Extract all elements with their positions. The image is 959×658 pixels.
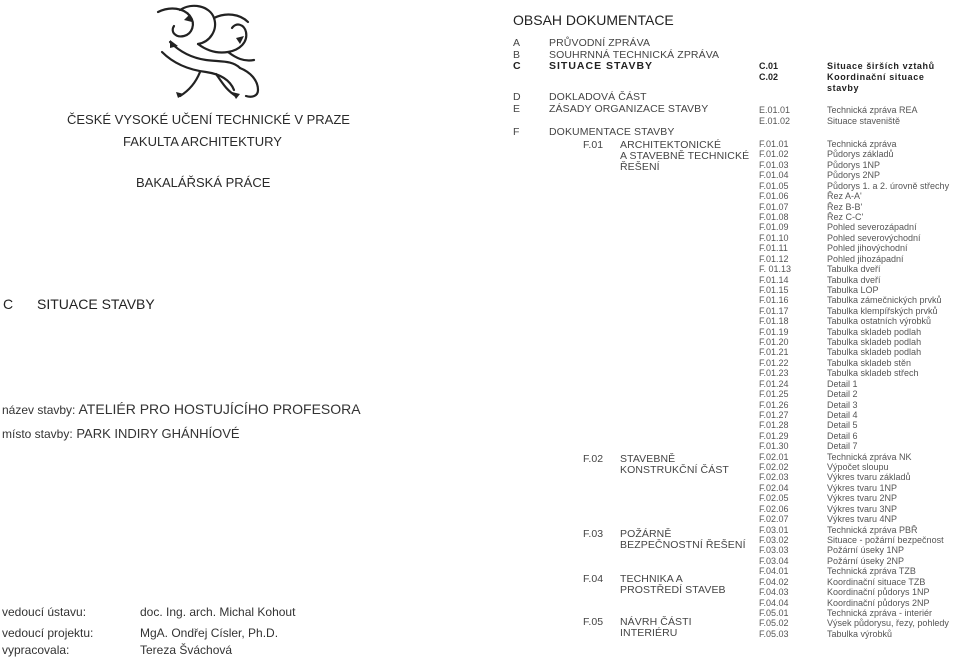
group-f04-line1: TECHNIKA A [620, 573, 683, 585]
f-entry-code: F.01.16 [759, 295, 789, 306]
group-code-f03: F.03 [583, 528, 604, 540]
f-entry-code: F.02.01 [759, 451, 789, 462]
group-f03-line2: BEZPEČNOSTNÍ ŘEŠENÍ [620, 539, 746, 551]
f-entry-name: Tabulka dveří [827, 274, 881, 285]
f-entry-code: F.05.02 [759, 618, 789, 629]
people-label-2: vedoucí projektu: [2, 626, 94, 640]
f-entry-name: Půdorys 1NP [827, 159, 881, 170]
faculty-name: FAKULTA ARCHITEKTURY [123, 134, 282, 149]
f-entry-name: Tabulka skladeb stěn [827, 357, 912, 368]
people-value-2: MgA. Ondřej Císler, Ph.D. [140, 626, 279, 640]
f-entry-name: Výkres tvaru 1NP [827, 482, 898, 493]
f-entry-name: Řez C-C' [827, 211, 864, 222]
e-entry-code-2: E.01.02 [759, 116, 791, 126]
group-code-f02: F.02 [583, 453, 604, 465]
f-entry-code: F.01.22 [759, 357, 789, 368]
toc-section-e: ZÁSADY ORGANIZACE STAVBY [549, 103, 709, 115]
f-entry-code: F.02.06 [759, 503, 789, 514]
f-entry-code: F.01.08 [759, 211, 789, 222]
section-letter: C [3, 296, 14, 312]
f-entry-code: F.02.07 [759, 514, 789, 525]
group-code-f04: F.04 [583, 573, 604, 585]
f-entry-code: F.01.10 [759, 232, 789, 243]
f-entry-code: F.01.18 [759, 316, 789, 327]
f-entry-code: F.01.26 [759, 399, 789, 410]
toc-letter-f: F [513, 126, 520, 138]
f-entry-code: F.01.17 [759, 305, 789, 316]
f-entry-code: F.01.04 [759, 170, 789, 181]
group-f01-line3: ŘEŠENÍ [620, 161, 660, 173]
f-entry-name: Detail 5 [827, 420, 858, 431]
f-entry-name: Výkres tvaru 4NP [827, 514, 898, 525]
f-entry-name: Pohled jihovýchodní [827, 243, 908, 254]
f-entry-code: F.01.25 [759, 389, 789, 400]
f-entry-code: F.03.01 [759, 524, 789, 535]
f-entry-code: F.01.28 [759, 420, 789, 431]
f-entry-name: Tabulka dveří [827, 264, 881, 274]
f-entry-code: F.01.15 [759, 284, 789, 295]
f-entry-code: F.01.24 [759, 378, 789, 389]
f-entry-code: F.01.05 [759, 180, 789, 191]
e-entry-name-2: Situace staveniště [827, 116, 901, 126]
f-entry-name: Technická zpráva - interiér [827, 607, 933, 618]
toc-letter-e: E [513, 103, 521, 115]
f-entry-code: F.05.03 [759, 628, 789, 639]
toc-title: OBSAH DOKUMENTACE [513, 12, 674, 28]
f-entry-code: F.03.03 [759, 545, 789, 556]
university-lion-logo [140, 2, 268, 100]
f-entry-code: F.01.06 [759, 191, 789, 202]
f-entry-code: F.01.27 [759, 409, 789, 420]
group-f02-line2: KONSTRUKČNÍ ČÁST [620, 464, 729, 476]
toc-letter-b: B [513, 49, 521, 61]
f-entry-code: F.02.02 [759, 462, 789, 472]
toc-letter-d: D [513, 91, 521, 103]
f-entry-code: F.01.14 [759, 274, 789, 285]
f-entry-code: F.05.01 [759, 607, 789, 618]
e-entry-name-1: Technická zpráva REA [827, 105, 918, 115]
people-value-3: Tereza Šváchová [140, 643, 233, 657]
c-entry-code-2: C.02 [759, 72, 779, 82]
f-entry-code: F.01.01 [759, 139, 789, 149]
f-entry-code: F.01.19 [759, 326, 789, 337]
f-entry-name: Detail 2 [827, 389, 858, 400]
f-entry-name: Detail 7 [827, 441, 858, 452]
group-code-f05: F.05 [583, 616, 604, 628]
place-value: PARK INDIRY GHÁNHÍOVÉ [76, 426, 240, 441]
building-value: ATELIÉR PRO HOSTUJÍCÍHO PROFESORA [78, 401, 361, 417]
f-entry-name: Půdorys základů [827, 149, 894, 160]
f-entry-name: Výsek půdorysu, řezy, pohledy [827, 618, 949, 629]
f-entry-code: F.01.12 [759, 253, 789, 264]
f-entry-code: F.01.30 [759, 441, 789, 452]
f-entry-name: Koordinační situace TZB [827, 576, 926, 587]
f-entry-name: Tabulka klempířských prvků [827, 305, 938, 316]
people-label-3: vypracovala: [2, 643, 70, 657]
building-row [2, 401, 361, 417]
f-entry-name: Výkres tvaru 2NP [827, 493, 898, 504]
f-entry-name: Koordinační půdorys 1NP [827, 587, 930, 598]
f-entry-name: Tabulka skladeb podlah [827, 326, 922, 337]
f-entry-code: F.01.02 [759, 149, 789, 160]
f-entry-code: F.01.07 [759, 201, 789, 212]
f-entry-name: Tabulka ostatních výrobků [827, 316, 932, 327]
toc-section-b: SOUHRNNÁ TECHNICKÁ ZPRÁVA [549, 49, 720, 61]
c-entry-code-1: C.01 [759, 61, 779, 71]
f-entry-name: Tabulka LOP [827, 284, 879, 295]
f-entry-code: F. 01.13 [759, 264, 792, 274]
f-entry-code: F.02.03 [759, 472, 789, 483]
f-entry-code: F.01.23 [759, 368, 789, 379]
toc-section-d: DOKLADOVÁ ČÁST [549, 91, 647, 103]
toc-section-f: DOKUMENTACE STAVBY [549, 126, 675, 138]
f-entry-code: F.01.03 [759, 159, 789, 170]
c-entry-name-1: Situace širších vztahů [827, 61, 935, 71]
f-entry-name: Detail 6 [827, 430, 858, 441]
f-entry-code: F.02.05 [759, 493, 789, 504]
c-entry-name-2b: stavby [827, 83, 860, 93]
f-entry-code: F.04.04 [759, 597, 789, 608]
f-entry-name: Tabulka skladeb střech [827, 368, 919, 379]
e-entry-code-1: E.01.01 [759, 105, 791, 115]
toc-letter-c: C [513, 60, 521, 72]
f-entry-name: Výpočet sloupu [827, 462, 889, 472]
f-entry-name: Technická zpráva TZB [827, 566, 916, 577]
f-entry-name: Pohled severovýchodní [827, 232, 921, 243]
f-entry-name: Detail 4 [827, 409, 858, 420]
f-entry-code: F.03.04 [759, 555, 789, 566]
toc-section-a: PRŮVODNÍ ZPRÁVA [549, 37, 651, 49]
f-entry-name: Požární úseky 1NP [827, 545, 905, 556]
f-entry-code: F.04.03 [759, 587, 789, 598]
group-f04-line2: PROSTŘEDÍ STAVEB [620, 584, 726, 596]
people-value-1: doc. Ing. arch. Michal Kohout [140, 605, 296, 619]
c-entry-name-2: Koordinační situace [827, 72, 925, 82]
f-entry-code: F.01.09 [759, 222, 789, 233]
f-entry-name: Koordinační půdorys 2NP [827, 597, 930, 608]
f-entry-name: Technická zpráva [827, 139, 897, 149]
f-entry-name: Detail 1 [827, 378, 858, 389]
university-name: ČESKÉ VYSOKÉ UČENÍ TECHNICKÉ V PRAZE [67, 112, 350, 127]
f-entry-code: F.04.02 [759, 576, 789, 587]
place-label: místo stavby: [2, 427, 73, 441]
f-entry-name: Pohled jihozápadní [827, 253, 904, 264]
toc-letter-a: A [513, 37, 521, 49]
section-title: SITUACE STAVBY [37, 296, 155, 312]
f-entry-code: F.01.21 [759, 347, 789, 358]
f-entry-code: F.01.20 [759, 337, 789, 347]
f-entry-code: F.02.04 [759, 482, 789, 493]
group-f02-line1: STAVEBNĚ [620, 453, 676, 465]
group-f05-line1: NÁVRH ČÁSTI [620, 616, 692, 628]
group-f01-line2: A STAVEBNĚ TECHNICKÉ [620, 150, 750, 162]
f-entry-name: Řez B-B' [827, 201, 863, 212]
f-entry-name: Situace - požární bezpečnost [827, 535, 944, 545]
f-entry-name: Půdorys 1. a 2. úrovně střechy [827, 180, 950, 191]
f-entry-name: Tabulka výrobků [827, 628, 893, 639]
f-entry-name: Tabulka zámečnických prvků [827, 295, 942, 306]
f-entry-code: F.03.02 [759, 535, 789, 545]
f-entry-code: F.01.11 [759, 243, 788, 254]
group-f03-line1: POŽÁRNĚ [620, 528, 672, 540]
thesis-type: BAKALÁŘSKÁ PRÁCE [136, 175, 271, 190]
group-f01-line1: ARCHITEKTONICKÉ [620, 139, 722, 151]
toc-section-c: SITUACE STAVBY [549, 60, 654, 72]
people-label-1: vedoucí ústavu: [2, 605, 87, 619]
f-entry-code: F.01.29 [759, 430, 789, 441]
f-entry-code: F.04.01 [759, 566, 789, 577]
f-entry-name: Pohled severozápadní [827, 222, 917, 233]
place-row [2, 426, 240, 441]
f-entry-name: Výkres tvaru 3NP [827, 503, 898, 514]
f-entry-name: Tabulka skladeb podlah [827, 337, 922, 347]
f-entry-name: Tabulka skladeb podlah [827, 347, 922, 358]
f-entry-name: Řez A-A' [827, 191, 862, 202]
f-entry-name: Technická zpráva PBŘ [827, 524, 918, 535]
f-entry-name: Půdorys 2NP [827, 170, 881, 181]
f-entry-name: Detail 3 [827, 399, 858, 410]
f-entry-name: Požární úseky 2NP [827, 555, 905, 566]
group-f05-line2: INTERIÉRU [620, 627, 678, 639]
f-entry-name: Technická zpráva NK [827, 451, 912, 462]
group-code-f01: F.01 [583, 139, 604, 151]
building-label: název stavby: [2, 403, 76, 417]
f-entry-name: Výkres tvaru základů [827, 472, 911, 483]
